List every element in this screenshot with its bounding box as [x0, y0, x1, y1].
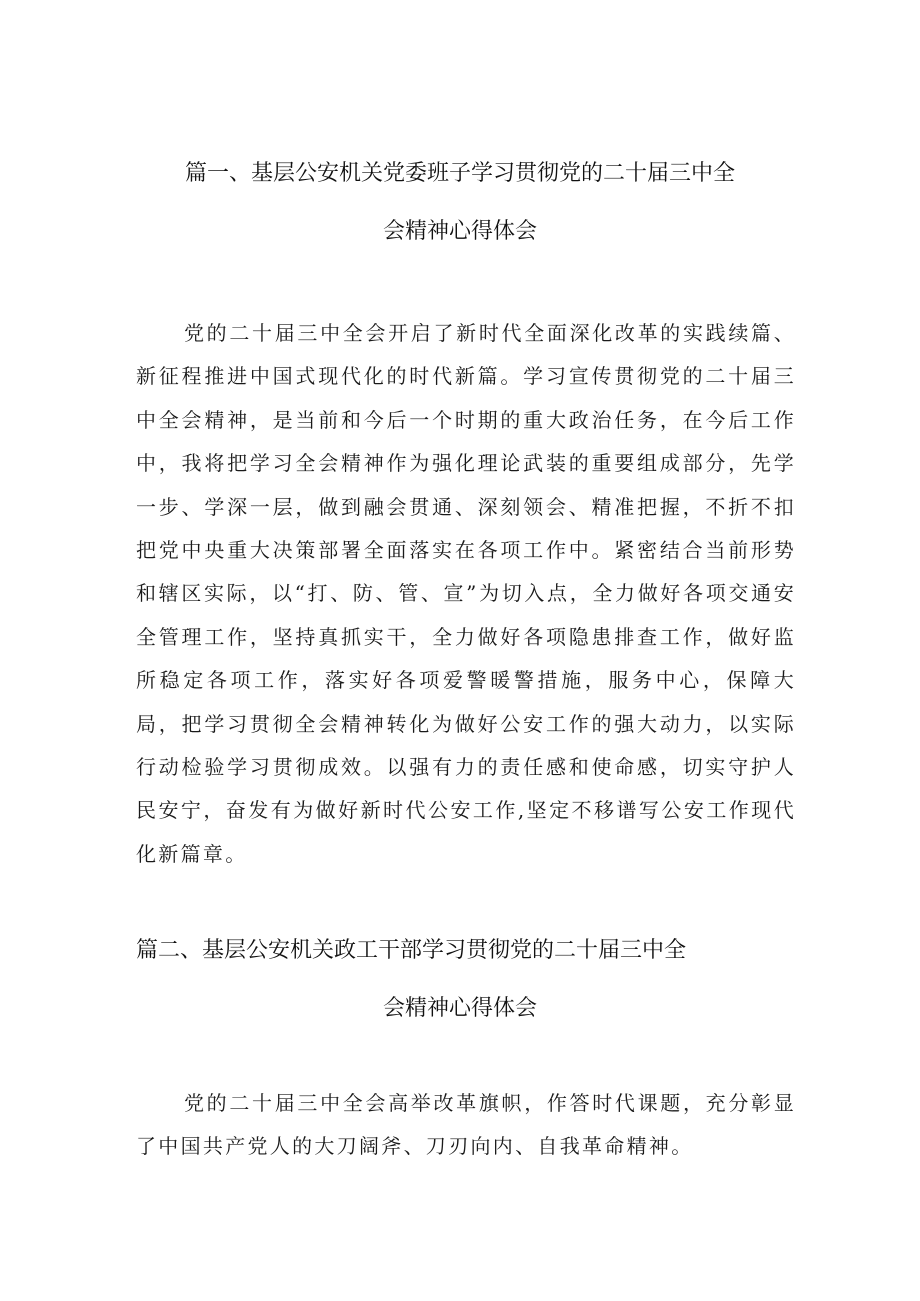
article1-paragraph: 党的二十届三中全会开启了新时代全面深化改革的实践续篇、新征程推进中国式现代化的时代新篇。学习宣传贯彻党的二十届三中全会精神，是当前和今后一个时期的重大政治任务，在今后工作中，我将把学习全会精神作为强化理论武装的重要组成部分，先学一步、学深一层，做到融会贯通、深刻领会、精准把握，不折不扣把党中央重大决策部署全面落实在各项工作中。紧密结合当前形势和辖区实际，以“打、防、管、宣”为切入点，全力做好各项交通安全管理工作，坚持真抓实干，全力做好各项隐患排查工作，做好监所稳定各项工作，落实好各项爱警暖警措施，服务中心，保障大局，把学习贯彻全会精神转化为做好公安工作的强大动力，以实际行动检验学习贯彻成效。以强有力的责任感和使命感，切实守护人民安宁，奋发有为做好新时代公安工作,坚定不移谱写公安工作现代化新篇章。 [136, 321, 796, 866]
article1-title-line2: 会精神心得体会 [382, 219, 537, 244]
article2-title-line1: 篇二、基层公安机关政工干部学习贯彻党的二十届三中全 [136, 938, 687, 963]
article2-paragraph: 党的二十届三中全会高举改革旗帜，作答时代课题，充分彰显了中国共产党人的大刀阔斧、刀刃向内、自我革命精神。 [136, 1091, 796, 1159]
article2-title-line2: 会精神心得体会 [382, 996, 537, 1021]
article1-title-line1: 篇一、基层公安机关党委班子学习贯彻党的二十届三中全 [184, 161, 735, 186]
